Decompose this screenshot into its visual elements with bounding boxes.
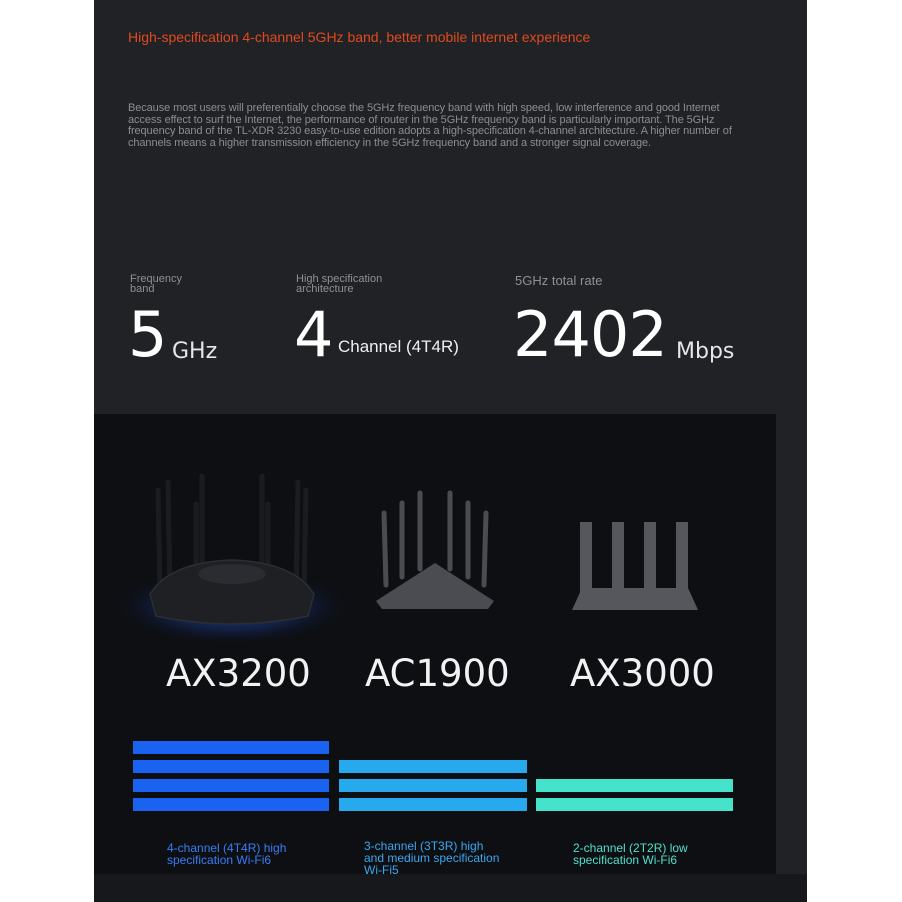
spec-value-frequency: 5: [128, 298, 167, 371]
headline: High-specification 4-channel 5GHz band, better mobile internet experience: [128, 29, 591, 45]
router-ac1900-image: [370, 485, 500, 615]
channel-bar: [339, 798, 527, 811]
spec-label-total-rate: 5GHz total rate: [515, 273, 603, 288]
channel-bar: [536, 798, 733, 811]
channel-bar: [133, 798, 329, 811]
spec-value-total-rate: 2402: [513, 298, 667, 371]
spec-label-frequency: Frequency band: [130, 273, 182, 295]
spec-unit-frequency: GHz: [172, 339, 218, 364]
router-ax3200-image: [110, 470, 360, 650]
channel-bar: [339, 760, 527, 773]
router-ax3000-image: [568, 518, 702, 614]
spec-label-architecture: High specification architecture: [296, 273, 383, 295]
spec-value-architecture: 4: [294, 298, 333, 371]
panel-footer-strip: [94, 874, 807, 902]
description-paragraph: Because most users will preferentially choose the 5GHz frequency band with high speed, low interference and good Internet access effect to surf the Internet, the performance of router in the 5GHz frequency band is particularly important. The 5GHz frequency band of the TL-XDR 3230 easy-to-use edition adopts a high-specification 4-channel architecture. A higher number of channels means a higher transmission efficiency in the 5GHz frequency band and a stronger signal coverage.: [128, 102, 732, 149]
channel-bar: [133, 760, 329, 773]
spec-unit-total-rate: Mbps: [676, 339, 735, 364]
caption-ax3200: 4-channel (4T4R) high specification Wi-Fi6: [167, 841, 287, 867]
caption-ax3000: 2-channel (2T2R) low specification Wi-Fi6: [573, 841, 688, 867]
channel-bar: [133, 779, 329, 792]
model-name-ax3200: AX3200: [166, 652, 311, 695]
model-name-ax3000: AX3000: [570, 652, 715, 695]
spec-unit-architecture: Channel (4T4R): [338, 337, 459, 356]
channel-bar: [536, 779, 733, 792]
model-name-ac1900: AC1900: [365, 652, 510, 695]
channel-bar: [133, 741, 329, 754]
channel-bar: [339, 779, 527, 792]
caption-ac1900: 3-channel (3T3R) high and medium specification Wi-Fi5: [364, 839, 500, 877]
